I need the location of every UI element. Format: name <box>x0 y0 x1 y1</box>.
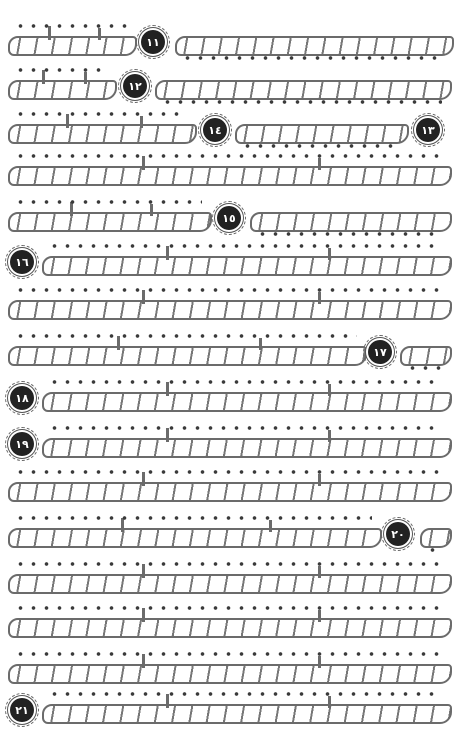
calligraphy-stroke <box>8 664 452 684</box>
calligraphy-stroke <box>8 36 137 56</box>
diacritic-dots <box>14 286 442 294</box>
calligraphy-stroke <box>8 346 367 366</box>
calligraphy-stroke <box>235 124 409 144</box>
calligraphy-stroke <box>8 528 382 548</box>
verse-marker: ١٥ <box>217 206 241 230</box>
text-line <box>0 422 456 466</box>
calligraphy-stroke <box>42 392 452 412</box>
verse-marker: ١٢ <box>123 74 147 98</box>
calligraphy-stroke <box>8 618 452 638</box>
verse-marker: ١٨ <box>10 386 34 410</box>
calligraphy-stroke <box>175 36 454 56</box>
calligraphy-stroke <box>8 212 212 232</box>
text-line <box>0 284 456 328</box>
text-line <box>0 602 456 646</box>
diacritic-dots <box>406 364 442 372</box>
verse-marker: ١٣ <box>416 118 440 142</box>
verse-marker: ١٧ <box>368 340 392 364</box>
calligraphy-stroke <box>8 482 452 502</box>
diacritic-dots <box>426 546 442 554</box>
text-line <box>0 688 456 732</box>
text-line <box>0 558 456 602</box>
calligraphy-stroke <box>250 212 452 232</box>
diacritic-dots <box>161 98 442 106</box>
text-line <box>0 648 456 692</box>
diacritic-dots <box>48 690 442 698</box>
text-line <box>0 20 456 64</box>
verse-marker: ١٦ <box>10 250 34 274</box>
calligraphy-stroke <box>42 704 452 724</box>
calligraphy-stroke <box>8 166 452 186</box>
verse-marker: ١١ <box>141 30 165 54</box>
verse-marker: ٢٠ <box>386 522 410 546</box>
diacritic-dots <box>14 22 127 30</box>
verse-marker: ٢١ <box>10 698 34 722</box>
text-line <box>0 150 456 194</box>
diacritic-dots <box>14 604 442 612</box>
calligraphy-stroke <box>42 256 452 276</box>
calligraphy-stroke <box>8 124 197 144</box>
calligraphy-stroke <box>400 346 452 366</box>
diacritic-dots <box>14 152 442 160</box>
diacritic-dots <box>14 332 357 340</box>
diacritic-dots <box>14 650 442 658</box>
diacritic-dots <box>48 424 442 432</box>
calligraphy-stroke <box>8 574 452 594</box>
text-line <box>0 376 456 420</box>
diacritic-dots <box>14 560 442 568</box>
verse-marker: ١٩ <box>10 432 34 456</box>
diacritic-dots <box>181 54 444 62</box>
diacritic-dots <box>241 142 399 150</box>
text-line <box>0 466 456 510</box>
text-line <box>0 64 456 108</box>
diacritic-dots <box>14 468 442 476</box>
calligraphy-stroke <box>420 528 452 548</box>
diacritic-dots <box>14 110 187 118</box>
diacritic-dots <box>14 198 202 206</box>
calligraphy-stroke <box>8 80 117 100</box>
diacritic-dots <box>256 230 442 238</box>
calligraphy-stroke <box>42 438 452 458</box>
diacritic-dots <box>14 514 372 522</box>
diacritic-dots <box>48 242 442 250</box>
diacritic-dots <box>48 378 442 386</box>
calligraphy-stroke <box>155 80 452 100</box>
text-line <box>0 240 456 284</box>
verse-marker: ١٤ <box>203 118 227 142</box>
diacritic-dots <box>14 66 107 74</box>
calligraphy-stroke <box>8 300 452 320</box>
